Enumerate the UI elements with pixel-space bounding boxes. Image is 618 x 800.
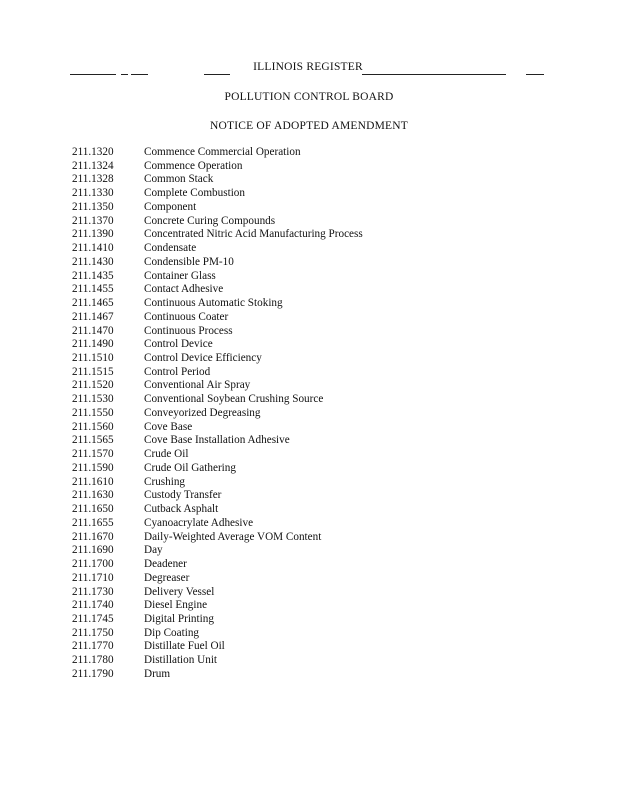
defined-term: Condensible PM-10 <box>144 255 234 268</box>
section-number: 211.1410 <box>72 242 114 255</box>
definition-row <box>72 160 363 174</box>
section-number: 211.1700 <box>72 558 114 571</box>
definition-row <box>72 228 363 242</box>
definition-row <box>72 654 363 668</box>
defined-term: Cutback Asphalt <box>144 503 219 516</box>
defined-term: Continuous Coater <box>144 310 229 323</box>
section-number: 211.1650 <box>72 503 114 516</box>
defined-term: Control Device <box>144 338 213 351</box>
definition-row <box>72 311 363 325</box>
defined-term: Distillation Unit <box>144 654 218 667</box>
definition-row <box>72 599 363 613</box>
defined-term: Dip Coating <box>144 626 200 639</box>
definition-row <box>72 586 363 600</box>
defined-term: Deadener <box>144 558 187 571</box>
defined-term: Day <box>144 544 163 557</box>
defined-term: Complete Combustion <box>144 187 245 200</box>
definition-row <box>72 476 363 490</box>
definition-row <box>72 173 363 187</box>
definition-row <box>72 215 363 229</box>
header-rule-right <box>526 74 544 75</box>
definition-row <box>72 489 363 503</box>
register-header <box>70 61 546 77</box>
defined-term: Crude Oil <box>144 448 189 461</box>
section-number: 211.1370 <box>72 214 114 227</box>
definition-row <box>72 338 363 352</box>
defined-term: Crushing <box>144 475 186 488</box>
section-number: 211.1324 <box>72 159 114 172</box>
section-number: 211.1350 <box>72 200 114 213</box>
section-number: 211.1515 <box>72 365 114 378</box>
section-number: 211.1467 <box>72 310 114 323</box>
section-number: 211.1690 <box>72 544 114 557</box>
section-number: 211.1455 <box>72 283 114 296</box>
section-number: 211.1740 <box>72 599 114 612</box>
defined-term: Degreaser <box>144 571 190 584</box>
defined-term: Condensate <box>144 242 197 255</box>
definition-row <box>72 544 363 558</box>
definition-row <box>72 517 363 531</box>
definition-row <box>72 297 363 311</box>
defined-term: Distillate Fuel Oil <box>144 640 225 653</box>
definition-row <box>72 627 363 641</box>
definition-row <box>72 572 363 586</box>
defined-term: Continuous Process <box>144 324 233 337</box>
definition-row <box>72 503 363 517</box>
definition-row <box>72 366 363 380</box>
section-number: 211.1730 <box>72 585 114 598</box>
register-title: ILLINOIS REGISTER <box>253 61 363 73</box>
defined-term: Crude Oil Gathering <box>144 461 236 474</box>
defined-term: Cyanoacrylate Adhesive <box>144 516 254 529</box>
definition-row <box>72 407 363 421</box>
definition-row <box>72 613 363 627</box>
defined-term: Delivery Vessel <box>144 585 215 598</box>
definition-row <box>72 379 363 393</box>
defined-term: Digital Printing <box>144 612 214 625</box>
definition-row <box>72 640 363 654</box>
definition-row <box>72 448 363 462</box>
section-number: 211.1490 <box>72 338 114 351</box>
header-rule-left-1 <box>70 74 116 75</box>
defined-term: Diesel Engine <box>144 599 208 612</box>
definition-row <box>72 558 363 572</box>
defined-term: Continuous Automatic Stoking <box>144 297 283 310</box>
section-number: 211.1470 <box>72 324 114 337</box>
defined-term: Daily-Weighted Average VOM Content <box>144 530 322 543</box>
section-number: 211.1610 <box>72 475 114 488</box>
section-number: 211.1790 <box>72 667 114 680</box>
section-number: 211.1550 <box>72 406 114 419</box>
section-number: 211.1520 <box>72 379 114 392</box>
definition-row <box>72 201 363 215</box>
section-number: 211.1390 <box>72 228 114 241</box>
defined-term: Component <box>144 200 197 213</box>
definition-row <box>72 242 363 256</box>
defined-term: Cove Base <box>144 420 193 433</box>
defined-term: Custody Transfer <box>144 489 222 502</box>
defined-term: Control Period <box>144 365 211 378</box>
defined-term: Contact Adhesive <box>144 283 224 296</box>
definition-row <box>72 668 363 682</box>
defined-term: Commence Commercial Operation <box>144 146 301 158</box>
header-rule-left-3 <box>131 74 148 75</box>
header-rule-left-2 <box>121 74 128 75</box>
section-number: 211.1590 <box>72 461 114 474</box>
definition-row <box>72 352 363 366</box>
defined-term: Container Glass <box>144 269 216 282</box>
definition-row <box>72 434 363 448</box>
section-number: 211.1710 <box>72 571 114 584</box>
definition-row <box>72 256 363 270</box>
header-rule-center-right <box>362 74 506 75</box>
definition-row <box>72 270 363 284</box>
defined-term: Concentrated Nitric Acid Manufacturing Process <box>144 228 363 241</box>
section-number: 211.1328 <box>72 173 114 186</box>
section-number: 211.1780 <box>72 654 114 667</box>
section-number: 211.1510 <box>72 352 114 365</box>
agency-title: POLLUTION CONTROL BOARD <box>224 91 394 103</box>
section-number: 211.1530 <box>72 393 114 406</box>
defined-term: Control Device Efficiency <box>144 352 262 365</box>
definition-row <box>72 421 363 435</box>
notice-type: NOTICE OF ADOPTED AMENDMENT <box>209 120 409 132</box>
defined-term: Conveyorized Degreasing <box>144 406 261 419</box>
defined-term: Concrete Curing Compounds <box>144 214 276 227</box>
definitions-list <box>72 146 363 682</box>
defined-term: Conventional Soybean Crushing Source <box>144 393 324 406</box>
section-number: 211.1560 <box>72 420 114 433</box>
section-number: 211.1430 <box>72 255 114 268</box>
defined-term: Cove Base Installation Adhesive <box>144 434 290 447</box>
defined-term: Commence Operation <box>144 159 243 172</box>
definition-row <box>72 462 363 476</box>
defined-term: Drum <box>144 667 171 680</box>
defined-term: Common Stack <box>144 173 214 186</box>
section-number: 211.1565 <box>72 434 114 447</box>
definition-row <box>72 393 363 407</box>
section-number: 211.1630 <box>72 489 114 502</box>
section-number: 211.1745 <box>72 612 114 625</box>
section-number: 211.1435 <box>72 269 114 282</box>
section-number: 211.1750 <box>72 626 114 639</box>
definition-row <box>72 187 363 201</box>
header-rule-center-left <box>204 74 230 75</box>
definition-row <box>72 325 363 339</box>
section-number: 211.1670 <box>72 530 114 543</box>
definition-row <box>72 531 363 545</box>
defined-term: Conventional Air Spray <box>144 379 251 392</box>
section-number: 211.1465 <box>72 297 114 310</box>
section-number: 211.1320 <box>72 146 114 158</box>
definition-row <box>72 146 363 160</box>
definition-row <box>72 283 363 297</box>
section-number: 211.1770 <box>72 640 114 653</box>
section-number: 211.1330 <box>72 187 114 200</box>
section-number: 211.1570 <box>72 448 114 461</box>
section-number: 211.1655 <box>72 516 114 529</box>
